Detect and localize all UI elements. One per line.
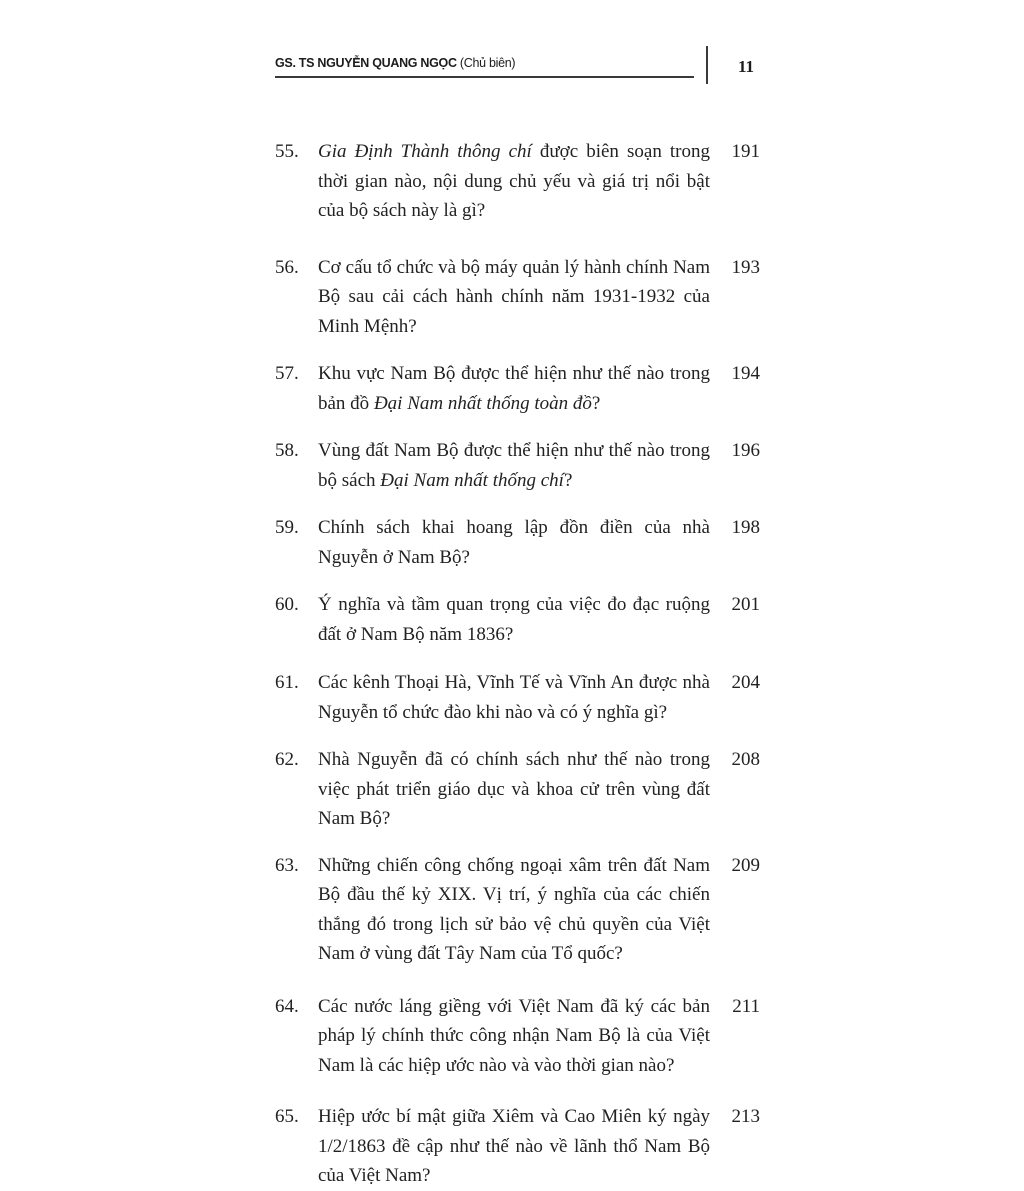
toc-entry-text: Ý nghĩa và tầm quan trọng của việc đo đạc ruộng đất ở Nam Bộ năm 1836? [318,594,710,645]
toc-entry-page: 201 [731,594,760,615]
toc-entry-question [318,668,710,727]
toc-entry-text: Hiệp ước bí mật giữa Xiêm và Cao Miên ký ngày 1/2/1863 đề cập như thế nào về lãnh thổ Nam Bộ của Việt Nam? [318,1106,710,1186]
toc-entry-number: 59. [275,517,299,538]
toc-entry-page: 198 [731,517,760,538]
header-rule [275,76,694,78]
toc-entry-book-title: Gia Định Thành thông chí [318,141,532,162]
toc-entry-question [318,992,710,1081]
toc-entry-page: 191 [731,141,760,162]
toc-entry-number: 57. [275,363,299,384]
toc-entry-question [318,745,710,834]
table-of-contents [275,119,760,1191]
toc-entry [275,436,760,495]
toc-entry-question [318,1102,710,1191]
toc-entry-text: Vùng đất Nam Bộ được thể hiện như thế nào trong bộ sách [318,440,710,491]
toc-entry [275,513,760,572]
toc-entry-number: 64. [275,995,299,1017]
toc-entry-text: Các nước láng giềng với Việt Nam đã ký các bản pháp lý chính thức công nhận Nam Bộ là của Việt Nam là các hiệp ước nào và vào thời gian nào? [318,995,710,1076]
toc-entry [275,851,760,969]
toc-entry-question [318,851,710,969]
toc-entry [275,745,760,834]
toc-entry-text: Chính sách khai hoang lập đồn điền của nhà Nguyễn ở Nam Bộ? [318,517,710,568]
page-number: 11 [738,57,755,76]
editor-note: (Chủ biên) [459,56,516,70]
running-header-author [275,56,515,70]
toc-entry-number: 61. [275,672,299,693]
toc-entry-number: 62. [275,749,299,770]
header-vertical-rule [706,46,708,84]
toc-entry-text: Cơ cấu tổ chức và bộ máy quản lý hành chính Nam Bộ sau cải cách hành chính năm 1931-1932 của Minh Mệnh? [318,256,710,337]
toc-entry [275,1102,760,1191]
toc-entry-number: 60. [275,594,299,615]
toc-entry-book-title: Đại Nam nhất thống toàn đồ [373,392,592,414]
toc-entry-page: 196 [731,440,760,461]
toc-entry-text: được biên soạn trong thời gian nào, nội dung chủ yếu và giá trị nổi bật của bộ sách này là gì? [318,141,710,221]
toc-entry-page: 209 [731,854,760,876]
toc-entry-page: 193 [731,256,760,278]
toc-entry [275,992,760,1081]
toc-entry-text: Nhà Nguyễn đã có chính sách như thế nào trong việc phát triển giáo dục và khoa cử trên vùng đất Nam Bộ? [318,749,710,829]
toc-entry-question [318,359,710,418]
toc-entry-page: 204 [731,672,760,693]
toc-entry [275,359,760,418]
toc-entry-page: 194 [731,363,760,384]
toc-entry-number: 55. [275,141,299,162]
toc-entry [275,668,760,727]
toc-entry-question [318,253,710,342]
toc-entry-page: 208 [731,749,760,770]
toc-entry-text: Khu vực Nam Bộ được thể hiện như thế nào trong bản đồ [318,363,710,414]
toc-entry-number: 65. [275,1106,299,1127]
toc-entry-page: 211 [732,995,760,1017]
toc-entry-question [318,590,710,649]
toc-entry [275,137,760,226]
toc-entry [275,253,760,342]
toc-entry-question [318,513,710,572]
toc-entry-page: 213 [731,1106,760,1127]
toc-entry-text: Các kênh Thoại Hà, Vĩnh Tế và Vĩnh An được nhà Nguyễn tổ chức đào khi nào và có ý nghĩa gì? [318,672,710,723]
toc-entry [275,590,760,649]
toc-entry-question [318,137,710,226]
toc-entry-book-title: Đại Nam nhất thống chí [380,469,564,491]
toc-entry-number: 56. [275,256,299,278]
toc-entry-number: 63. [275,854,299,876]
toc-entry-question [318,436,710,495]
toc-entry-text: ? [563,469,573,491]
toc-entry-text: Những chiến công chống ngoại xâm trên đất Nam Bộ đầu thế kỷ XIX. Vị trí, ý nghĩa của các chiến thắng đó trong lịch sử bảo vệ chủ quyền của Việt Nam ở vùng đất Tây Nam của Tổ quốc? [318,854,710,964]
author-name: GS. TS NGUYỄN QUANG NGỌC [275,56,457,70]
toc-entry-number: 58. [275,440,299,461]
toc-entry-text: ? [591,392,601,414]
